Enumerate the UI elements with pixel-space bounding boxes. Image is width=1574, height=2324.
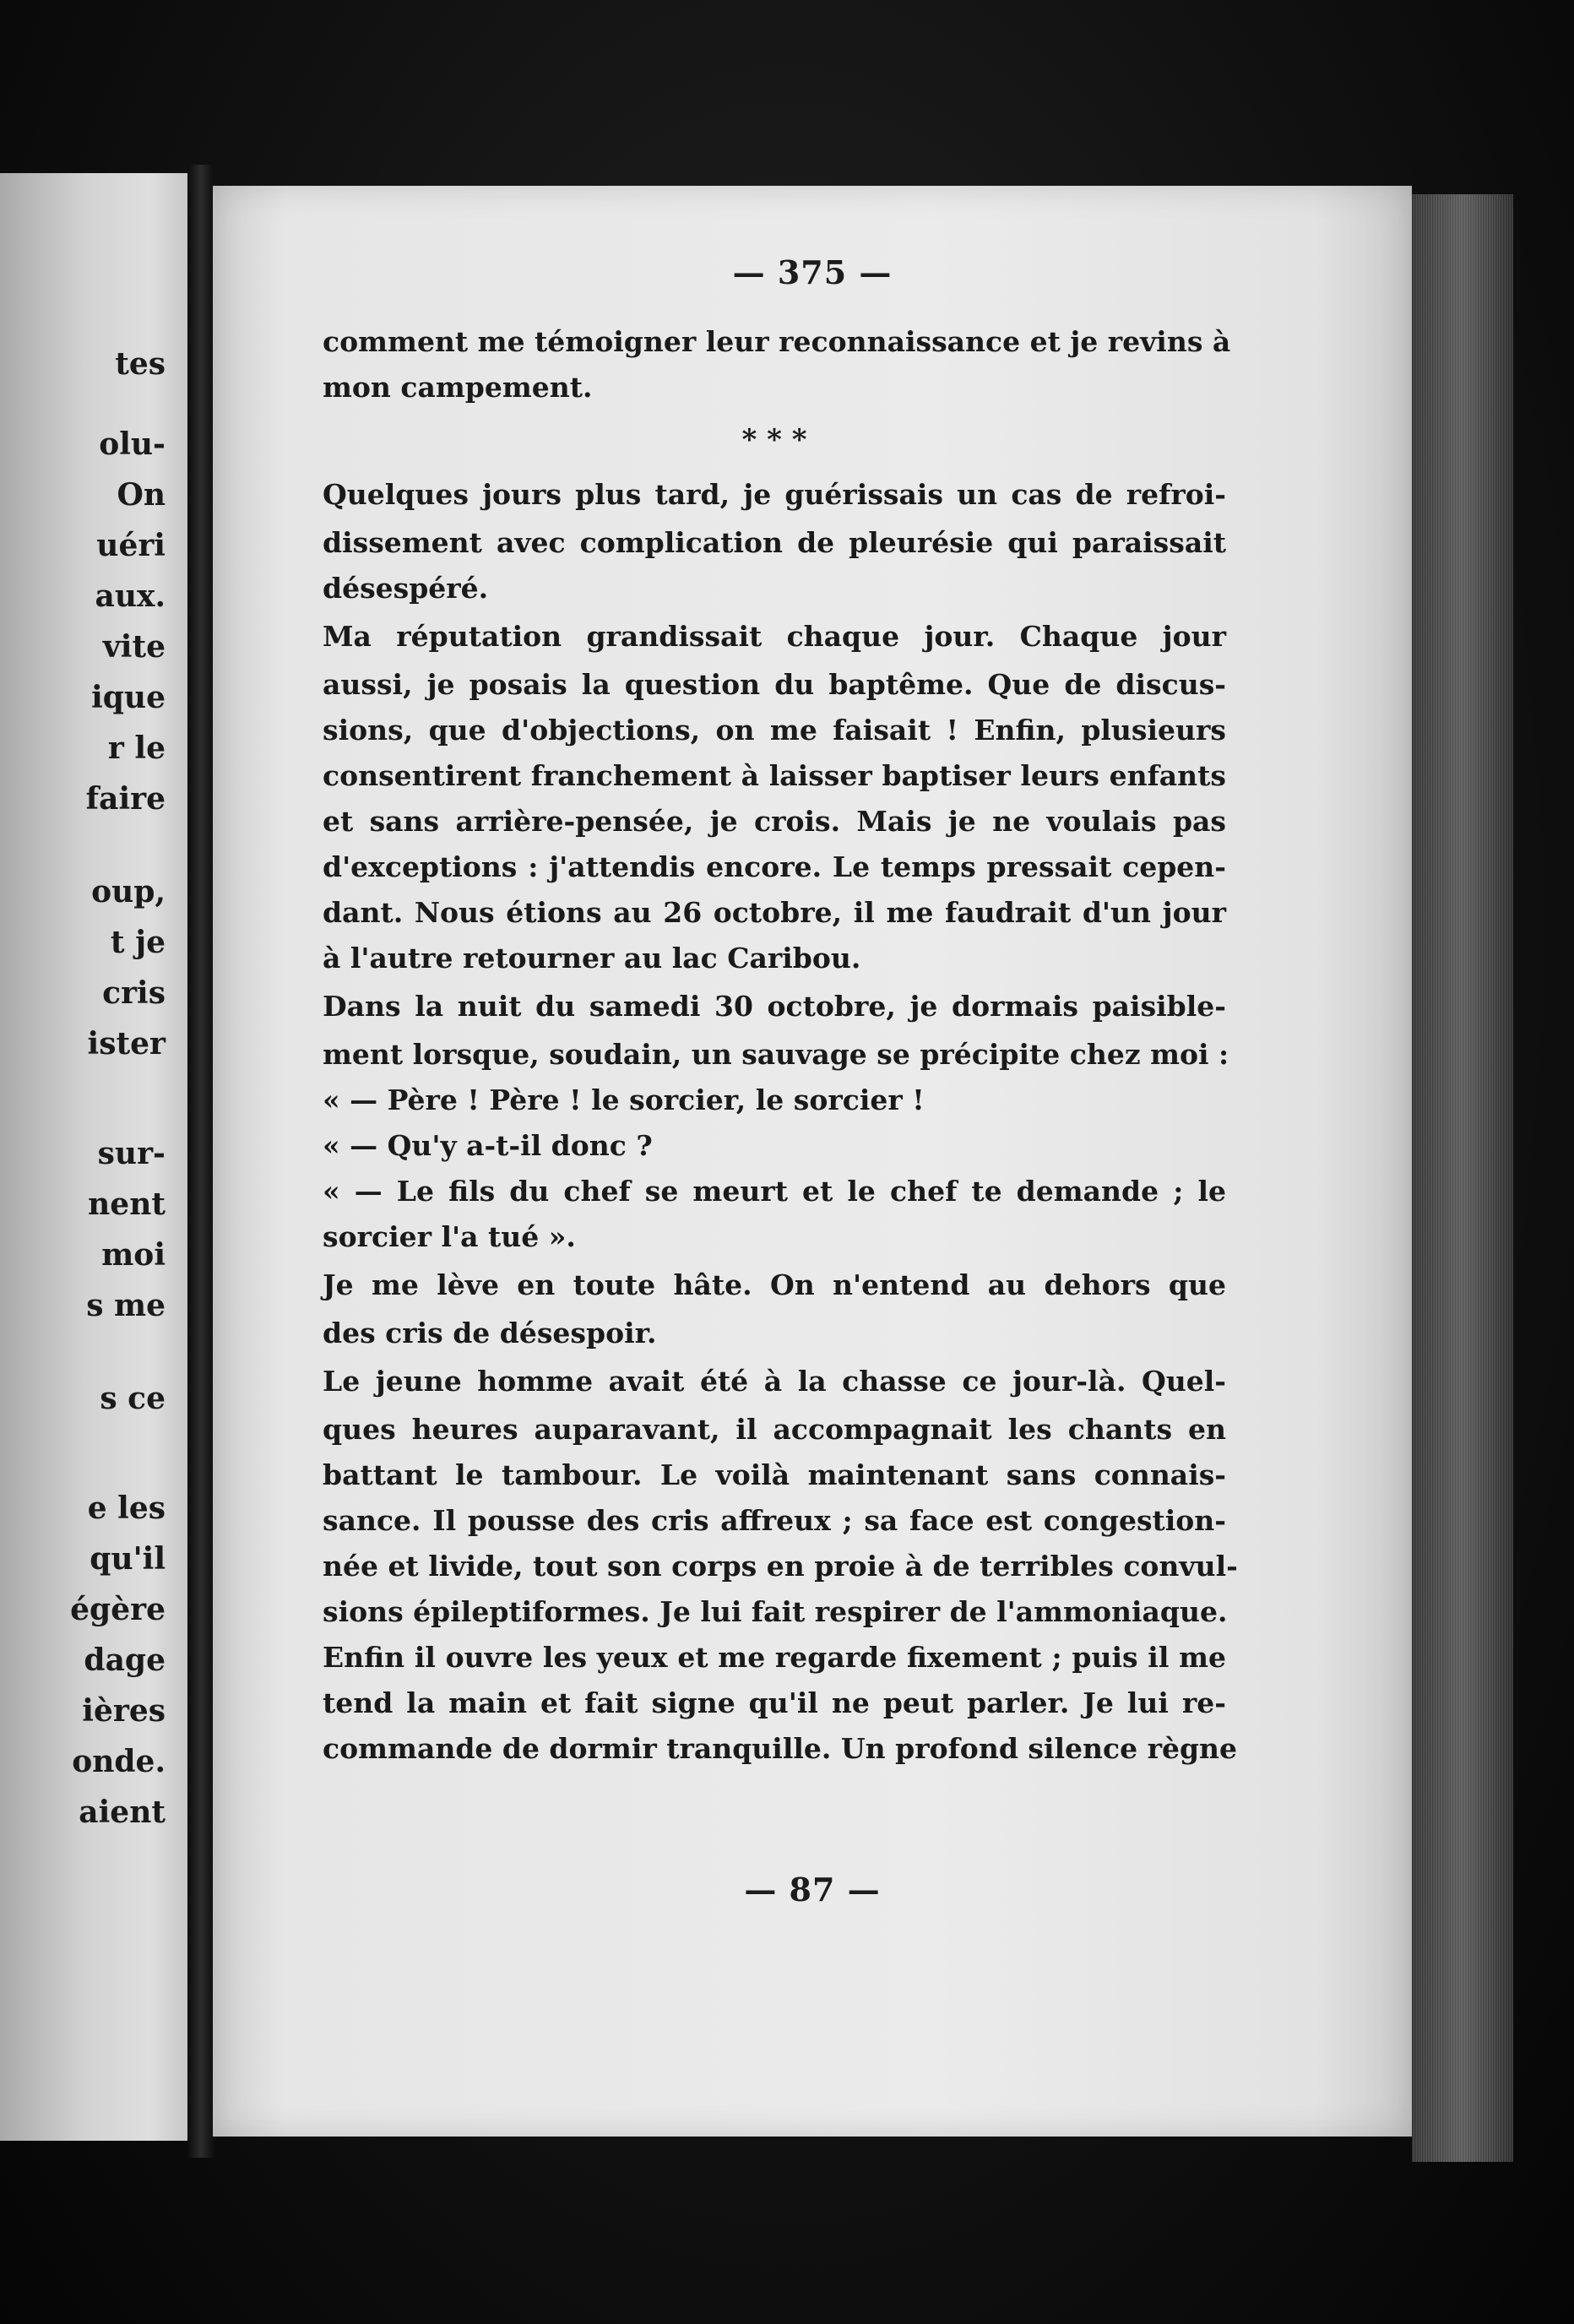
left-fragment: faire bbox=[85, 781, 166, 817]
text-line: Enfin il ouvre les yeux et me regarde fixement ; puis il me bbox=[323, 1641, 1226, 1674]
left-fragment: nent bbox=[88, 1186, 166, 1222]
text-line: dant. Nous étions au 26 octobre, il me faudrait d'un jour bbox=[323, 896, 1226, 929]
section-separator: * * * bbox=[741, 423, 807, 457]
text-line: née et livide, tout son corps en proie à de terribles convul- bbox=[323, 1550, 1238, 1583]
left-fragment: r le bbox=[107, 730, 166, 766]
left-fragment: qu'il bbox=[90, 1541, 166, 1577]
text-line: sance. Il pousse des cris affreux ; sa face est congestion- bbox=[323, 1504, 1226, 1537]
text-line: Je me lève en toute hâte. On n'entend au dehors que bbox=[323, 1268, 1226, 1301]
left-fragment: On bbox=[117, 477, 166, 513]
left-fragment: cris bbox=[102, 975, 166, 1011]
text-line: sions épileptiformes. Je lui fait respirer de l'ammoniaque. bbox=[323, 1595, 1228, 1628]
left-fragment: uéri bbox=[96, 528, 166, 563]
text-line: Ma réputation grandissait chaque jour. Chaque jour bbox=[323, 620, 1226, 653]
text-line: Le jeune homme avait été à la chasse ce jour-là. Quel- bbox=[323, 1365, 1226, 1398]
left-fragment: ister bbox=[87, 1026, 166, 1062]
folio-number: — 87 — bbox=[744, 1871, 881, 1909]
text-line: sorcier l'a tué ». bbox=[323, 1220, 576, 1253]
left-fragment: tes bbox=[115, 346, 166, 382]
text-line: dissement avec complication de pleurésie qui paraissait bbox=[323, 526, 1226, 559]
text-line: d'exceptions : j'attendis encore. Le temps pressait cepen- bbox=[323, 850, 1226, 883]
left-fragment: dage bbox=[84, 1643, 166, 1678]
page-block-edges bbox=[1412, 194, 1513, 2162]
text-line: comment me témoigner leur reconnaissance et je revins à bbox=[323, 325, 1231, 358]
text-line: aussi, je posais la question du baptême. Que de discus- bbox=[323, 668, 1226, 701]
page-body-text bbox=[323, 319, 1238, 1772]
left-fragment: t je bbox=[110, 925, 166, 960]
left-page-edge bbox=[0, 173, 187, 2141]
text-line: « — Père ! Père ! le sorcier, le sorcier ! bbox=[323, 1083, 925, 1116]
book-gutter bbox=[187, 165, 214, 2158]
text-line: Quelques jours plus tard, je guérissais un cas de refroi- bbox=[323, 478, 1226, 511]
text-line: consentirent franchement à laisser baptiser leurs enfants bbox=[323, 759, 1226, 792]
left-fragment: sur- bbox=[97, 1136, 166, 1171]
left-fragment: aux. bbox=[95, 578, 166, 614]
left-fragment: oup, bbox=[91, 874, 166, 910]
text-line: ques heures auparavant, il accompagnait les chants en bbox=[323, 1413, 1226, 1446]
left-fragment: vite bbox=[102, 629, 166, 665]
left-fragment: égère bbox=[70, 1592, 166, 1627]
text-line: battant le tambour. Le voilà maintenant sans connais- bbox=[323, 1458, 1226, 1491]
text-line: « — Le fils du chef se meurt et le chef te demande ; le bbox=[323, 1175, 1226, 1208]
left-fragment: s ce bbox=[100, 1381, 166, 1416]
running-page-number: — 375 — bbox=[732, 253, 893, 291]
text-line: « — Qu'y a-t-il donc ? bbox=[323, 1129, 653, 1162]
left-fragment: ique bbox=[91, 680, 166, 715]
left-fragment: aient bbox=[79, 1795, 166, 1830]
left-fragment: e les bbox=[87, 1491, 166, 1526]
text-line: et sans arrière-pensée, je crois. Mais je ne voulais pas bbox=[323, 805, 1226, 838]
left-fragment: ières bbox=[82, 1693, 166, 1729]
text-line: mon campement. bbox=[323, 371, 593, 404]
text-line: commande de dormir tranquille. Un profond silence règne bbox=[323, 1732, 1238, 1765]
text-line: à l'autre retourner au lac Caribou. bbox=[323, 942, 861, 975]
text-line: sions, que d'objections, on me faisait ! Enfin, plusieurs bbox=[323, 714, 1226, 747]
text-line: tend la main et fait signe qu'il ne peut parler. Je lui re- bbox=[323, 1686, 1226, 1719]
text-line: des cris de désespoir. bbox=[323, 1317, 657, 1349]
text-line: Dans la nuit du samedi 30 octobre, je dormais paisible- bbox=[323, 990, 1226, 1023]
text-line: désespéré. bbox=[323, 572, 489, 605]
left-fragment: onde. bbox=[72, 1744, 166, 1779]
left-fragment: s me bbox=[86, 1288, 166, 1323]
text-line: ment lorsque, soudain, un sauvage se précipite chez moi : bbox=[323, 1038, 1229, 1071]
left-fragment: olu- bbox=[99, 426, 166, 462]
left-fragment: moi bbox=[101, 1237, 166, 1273]
